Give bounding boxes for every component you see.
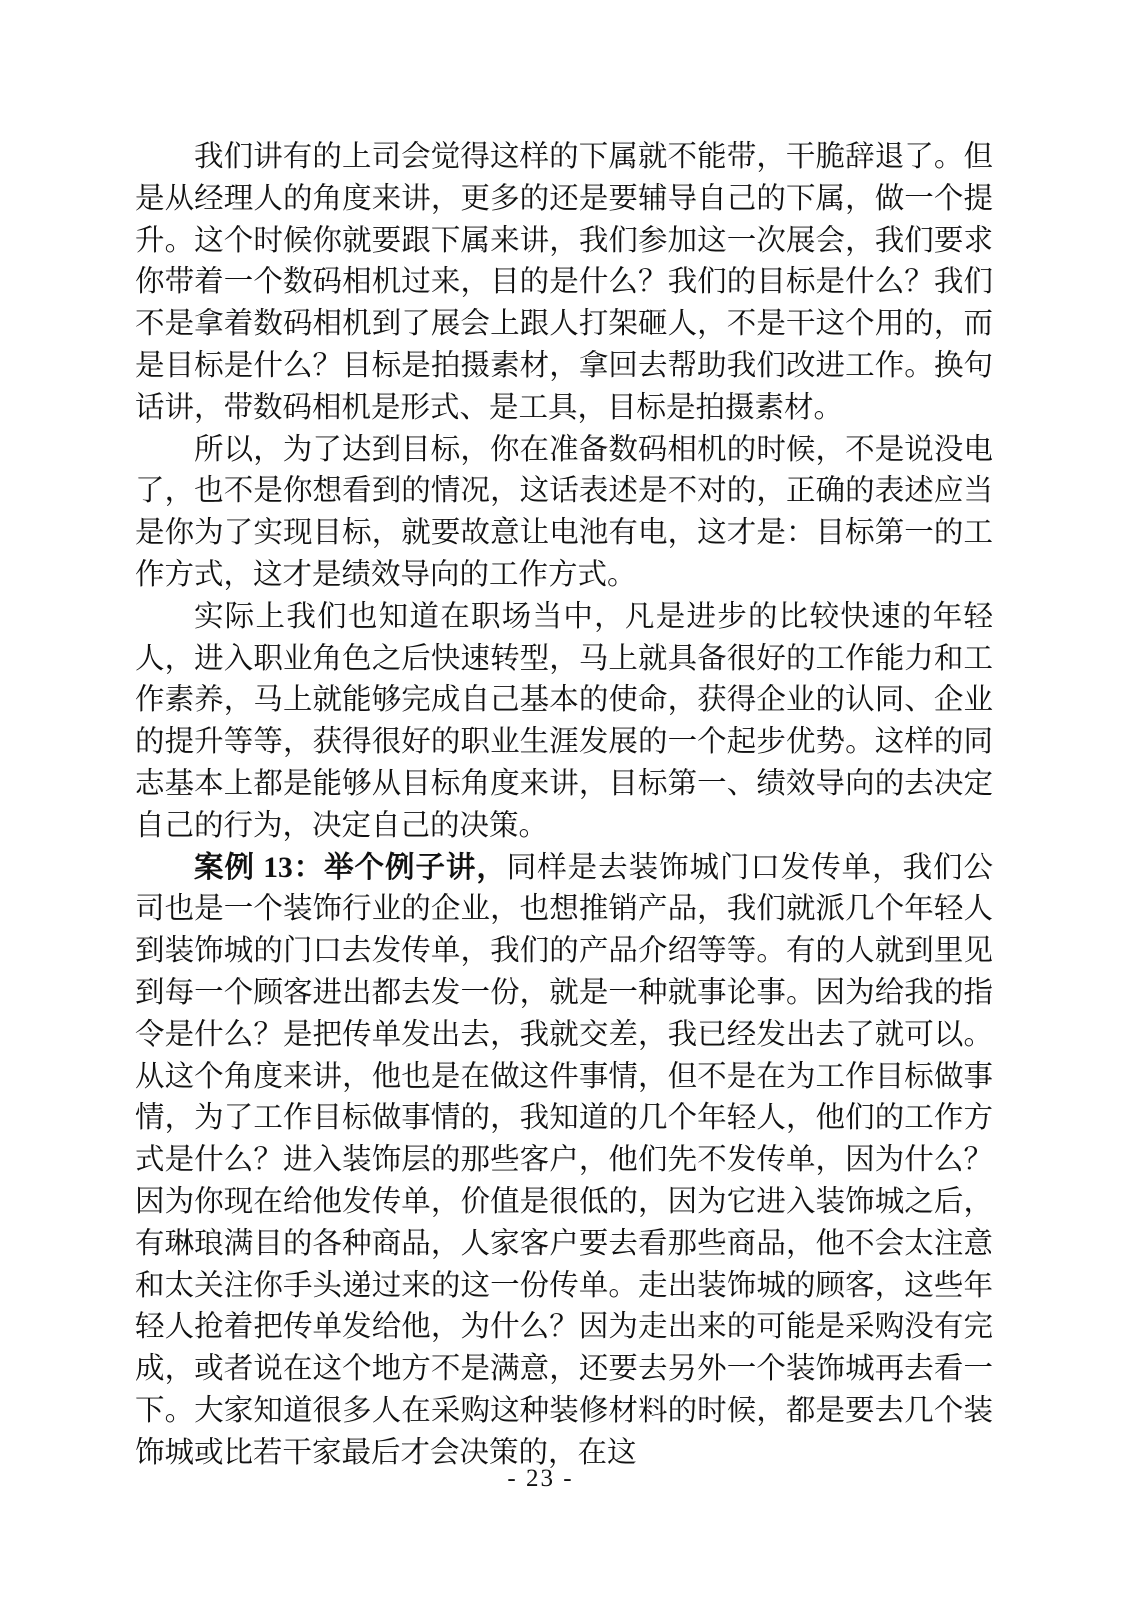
paragraph-4-case-13 (135, 848, 993, 1475)
paragraph-1: 我们讲有的上司会觉得这样的下属就不能带，干脆辞退了。但是从经理人的角度来讲，更多的还是要辅导自己的下属，做一个提升。这个时候你就要跟下属来讲，我们参加这一次展会，我们要求你带着一个数码相机过来，目的是什么？我们的目标是什么？我们不是拿着数码相机到了展会上跟人打架砸人，不是干这个用的，而是目标是什么？目标是拍摄素材，拿回去帮助我们改进工作。换句话讲，带数码相机是形式、是工具，目标是拍摄素材。 (135, 141, 993, 424)
case-13-body-text: 同样是去装饰城门口发传单，我们公司也是一个装饰行业的企业，也想推销产品，我们就派几个年轻人到装饰城的门口去发传单，我们的产品介绍等等。有的人就到里见到每一个顾客进出都去发一份，就是一种就事论事。因为给我的指令是什么？是把传单发出去，我就交差，我已经发出去了就可以。从这个角度来讲，他也是在做这件事情，但不是在为工作目标做事情，为了工作目标做事情的，我知道的几个年轻人，他们的工作方式是什么？进入装饰层的那些客户，他们先不发传单，因为什么？因为你现在给他发传单，价值是很低的，因为它进入装饰城之后，有琳琅满目的各种商品，人家客户要去看那些商品，他不会太注意和太关注你手头递过来的这一份传单。走出装饰城的顾客，这些年轻人抢着把传单发给他，为什么？因为走出来的可能是采购没有完成，或者说在这个地方不是满意，还要去另外一个装饰城再去看一下。大家知道很多人在采购这种装修材料的时候，都是要去几个装饰城或比若干家最后才会决策的，在这 (135, 851, 993, 1469)
paragraph-3: 实际上我们也知道在职场当中，凡是进步的比较快速的年轻人，进入职业角色之后快速转型，马上就具备很好的工作能力和工作素养，马上就能够完成自己基本的使命，获得企业的认同、企业的提升等等，获得很好的职业生涯发展的一个起步优势。这样的同志基本上都是能够从目标角度来讲，目标第一、绩效导向的去决定自己的行为，决定自己的决策。 (135, 600, 993, 842)
case-13-lead-label: 案例 13：举个例子讲， (194, 851, 507, 884)
page-text-block (135, 137, 993, 1475)
page-number: - 23 - (507, 1465, 574, 1492)
paragraph-2: 所以，为了达到目标，你在准备数码相机的时候，不是说没电了，也不是你想看到的情况，这话表述是不对的，正确的表述应当是你为了实现目标，就要故意让电池有电，这才是：目标第一的工作方式，这才是绩效导向的工作方式。 (135, 433, 993, 591)
